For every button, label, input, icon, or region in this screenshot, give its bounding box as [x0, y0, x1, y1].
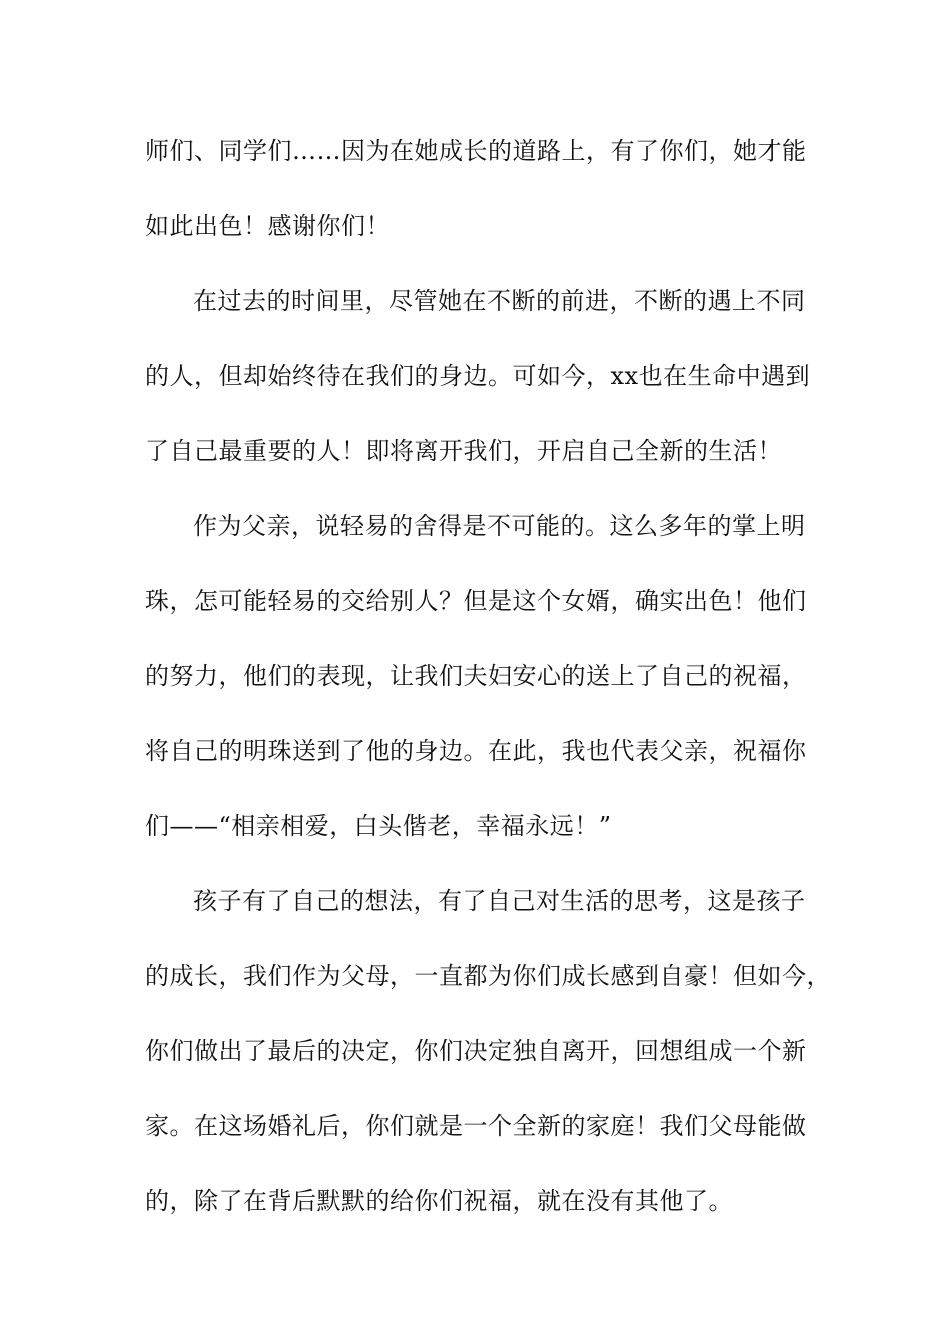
- text-line: 的努力，他们的表现，让我们夫妇安心的送上了自己的祝福，: [145, 662, 807, 690]
- paragraph-start-line: 在过去的时间里，尽管她在不断的前进，不断的遇上不同: [193, 287, 806, 315]
- text-line: 了自己最重要的人！即将离开我们，开启自己全新的生活！: [145, 437, 782, 465]
- text-line: 的成长，我们作为父母，一直都为你们成长感到自豪！但如今，: [145, 962, 831, 990]
- paragraph-start-line: 作为父亲，说轻易的舍得是不可能的。这么多年的掌上明: [193, 512, 806, 540]
- text-line: 珠，怎可能轻易的交给别人？但是这个女婿，确实出色！他们: [145, 587, 807, 615]
- text-line: 如此出色！感谢你们！: [145, 212, 390, 240]
- text-line: 你们做出了最后的决定，你们决定独自离开，回想组成一个新: [145, 1037, 807, 1065]
- paragraph-start-line: 孩子有了自己的想法，有了自己对生活的思考，这是孩子: [193, 887, 806, 915]
- text-line: 将自己的明珠送到了他的身边。在此，我也代表父亲，祝福你: [145, 737, 807, 765]
- text-line: 的人，但却始终待在我们的身边。可如今，xx也在生命中遇到: [145, 362, 811, 390]
- text-line: 家。在这场婚礼后，你们就是一个全新的家庭！我们父母能做: [145, 1112, 807, 1140]
- text-line: 师们、同学们……因为在她成长的道路上，有了你们，她才能: [145, 137, 807, 165]
- text-line: 的，除了在背后默默的给你们祝福，就在没有其他了。: [145, 1187, 733, 1215]
- text-line: 们——“相亲相爱，白头偕老，幸福永远！”: [145, 812, 612, 840]
